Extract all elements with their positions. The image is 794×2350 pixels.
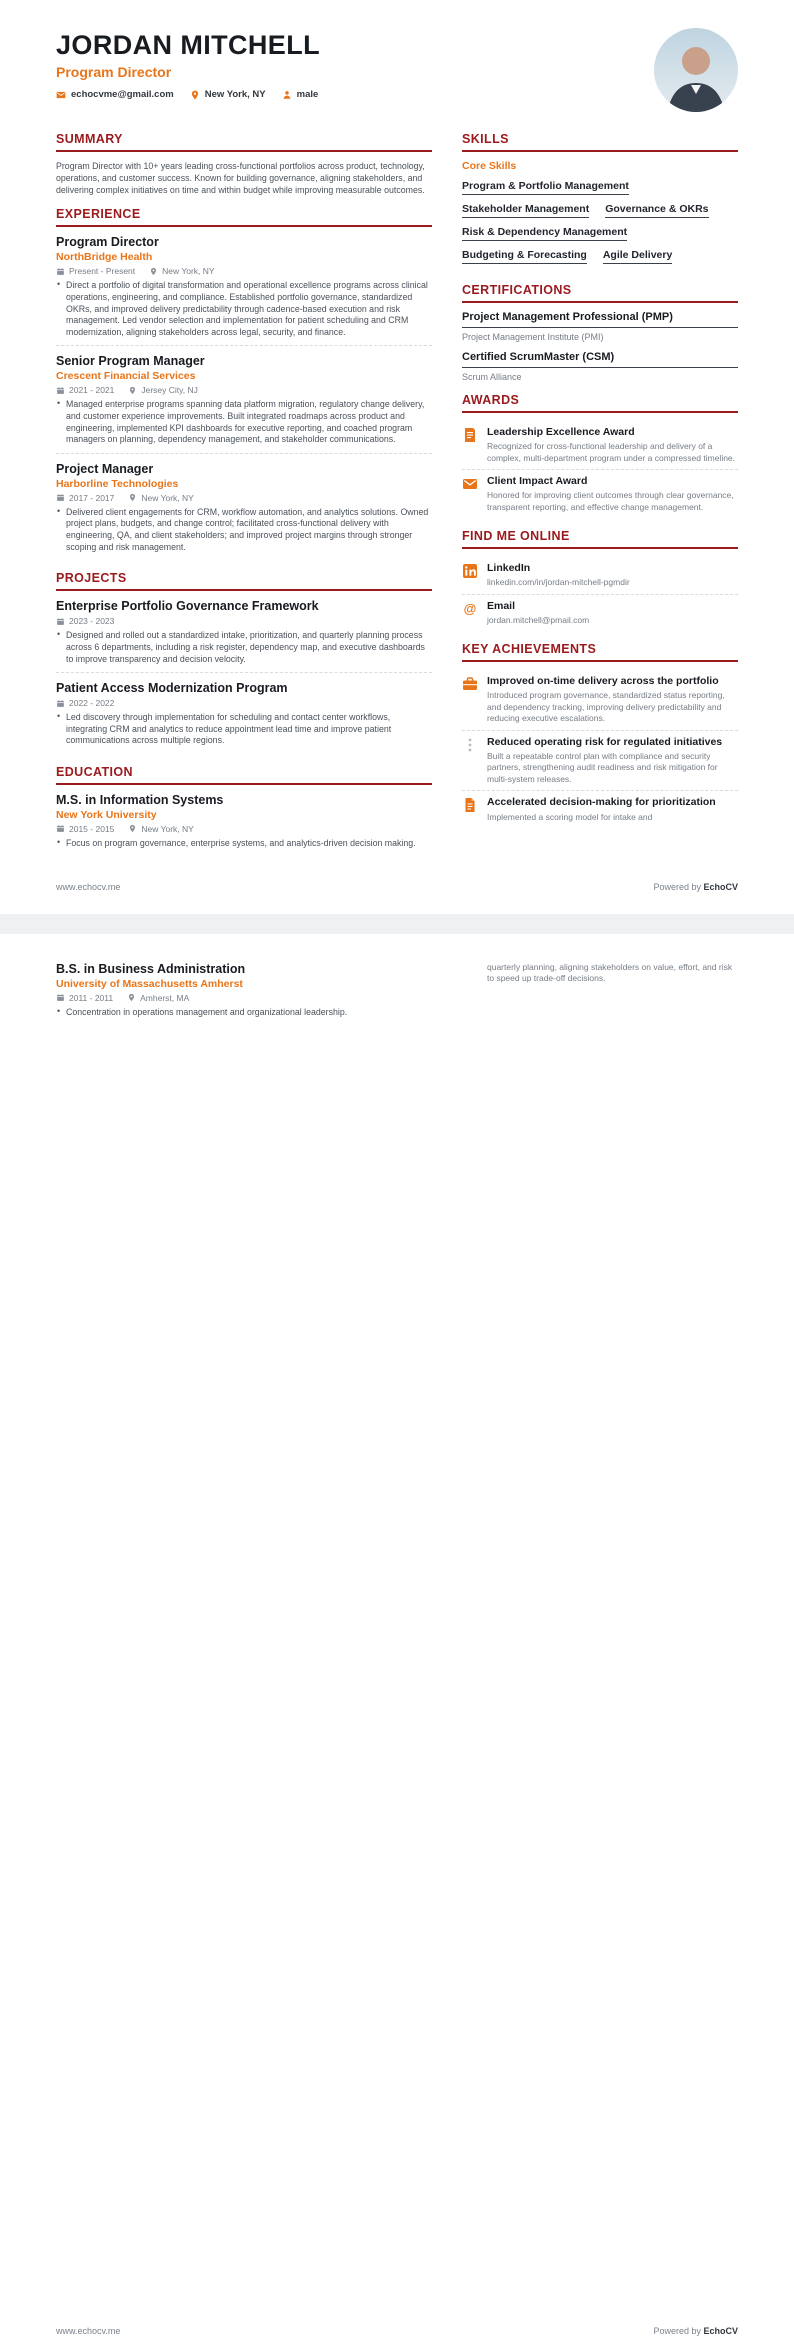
achievement-item (462, 670, 738, 730)
pin-icon (128, 824, 137, 833)
certifications-heading: CERTIFICATIONS (462, 283, 738, 303)
education-heading: EDUCATION (56, 765, 432, 785)
job-title: Project Manager (56, 461, 154, 476)
job-title: Program Director (56, 235, 159, 250)
education-location (128, 824, 193, 834)
pin-icon (149, 267, 158, 276)
page-footer (56, 2326, 738, 2336)
pin-icon (128, 493, 137, 502)
page1-columns (56, 132, 738, 868)
experience-entry (56, 453, 432, 560)
award-item (462, 421, 738, 469)
job-location-text: Jersey City, NJ (141, 385, 198, 396)
resume-header (56, 30, 738, 118)
achievement-title: Improved on-time delivery across the portfolio (487, 675, 719, 688)
summary-section (56, 132, 432, 196)
location-pin-icon (190, 90, 200, 100)
online-profile-body (487, 600, 589, 627)
profile-label: Email (487, 599, 516, 612)
footer-brand: EchoCV (703, 881, 738, 892)
award-description: Honored for improving client outcomes through clear governance, transparent reporting, and effective change management. (487, 490, 734, 512)
skill-tag: Governance & OKRs (605, 203, 708, 218)
job-company: Crescent Financial Services (56, 370, 196, 383)
page-footer (56, 882, 738, 892)
education-entry (56, 962, 432, 1026)
job-dates (56, 266, 135, 276)
job-company: NorthBridge Health (56, 251, 153, 264)
pin-icon (127, 993, 136, 1002)
award-item (462, 469, 738, 518)
project-dates-text: 2022 - 2022 (69, 698, 115, 709)
achievement-description: Implemented a scoring model for intake and (487, 811, 653, 822)
achievement-title: Reduced operating risk for regulated initiatives (487, 735, 723, 748)
ellipsis-icon (462, 737, 478, 753)
find-me-online-heading: FIND ME ONLINE (462, 529, 738, 549)
education-dates (56, 824, 114, 834)
project-bullet: • Designed and rolled out a standardized intake, prioritization, and quarterly planning process across 6 departments, including a risk register, dependency map, and executive dashboards to improve transparency and decision velocity. (56, 630, 432, 665)
award-body (487, 426, 738, 464)
linkedin-icon (462, 563, 478, 579)
skill-tag: Stakeholder Management (462, 203, 589, 218)
achievement-body (487, 796, 716, 823)
education-bullet: • Concentration in operations management and organizational leadership. (56, 1007, 432, 1019)
skill-tag: Risk & Dependency Management (462, 226, 627, 241)
education-dates-text: 2015 - 2015 (69, 823, 115, 834)
job-title: Senior Program Manager (56, 354, 205, 369)
experience-section (56, 207, 432, 560)
job-meta (56, 266, 432, 276)
education-meta (56, 824, 432, 834)
skills-group-label: Core Skills (462, 160, 517, 172)
achievement-item (462, 790, 738, 828)
certification-issuer: Project Management Institute (PMI) (462, 332, 604, 342)
school-name: New York University (56, 808, 157, 821)
left-column (56, 962, 432, 1026)
skill-tag: Program & Portfolio Management (462, 180, 629, 195)
job-meta (56, 385, 432, 395)
award-name: Client Impact Award (487, 475, 588, 488)
job-dates (56, 493, 114, 503)
contact-gender (282, 89, 319, 100)
award-body (487, 475, 738, 513)
contact-row (56, 89, 738, 100)
achievement-body (487, 675, 738, 725)
achievement-description: Built a repeatable control plan with compliance and security partners, strengthening audit readiness and risk mitigation for multi-system releases. (487, 750, 718, 784)
education-location-text: Amherst, MA (140, 992, 190, 1003)
key-achievements-heading: KEY ACHIEVEMENTS (462, 642, 738, 662)
key-achievements-section (462, 642, 738, 828)
skill-tag: Agile Delivery (603, 249, 672, 264)
job-bullet: • Direct a portfolio of digital transformation and operational excellence programs across clinical operations, engineering, and compliance. Established portfolio governance, standardized OKRs, and improved delivery predictability through cadence-based execution and risk management. Led vendor selection and implementation for patient scheduling and CRM modernization, aligning stakeholders across legal, security, and finance. (56, 280, 432, 338)
right-column (462, 132, 738, 839)
skills-list (462, 180, 738, 272)
job-dates-text: Present - Present (69, 266, 136, 277)
page-break (0, 914, 794, 934)
gender-icon (282, 90, 292, 100)
job-dates (56, 385, 114, 395)
projects-heading: PROJECTS (56, 571, 432, 591)
calendar-icon (56, 267, 65, 276)
footer-website-link[interactable]: www.echocv.me (56, 2325, 121, 2336)
skills-section (462, 132, 738, 272)
project-entry (56, 599, 432, 672)
calendar-icon (56, 699, 65, 708)
contact-email-text: echocvme@gmail.com (71, 89, 174, 100)
project-dates-text: 2023 - 2023 (69, 616, 115, 627)
skill-tag: Budgeting & Forecasting (462, 249, 587, 264)
job-location-text: New York, NY (141, 492, 194, 503)
job-dates-text: 2017 - 2017 (69, 492, 115, 503)
award-name: Leadership Excellence Award (487, 426, 635, 438)
degree-title: B.S. in Business Administration (56, 961, 246, 976)
pin-icon (128, 386, 137, 395)
certification-name: Project Management Professional (PMP) (462, 311, 738, 328)
resume-page-2 (0, 934, 794, 2350)
calendar-icon (56, 824, 65, 833)
experience-entry (56, 235, 432, 345)
achievement-title: Accelerated decision-making for prioritization (487, 796, 716, 809)
project-entry (56, 672, 432, 754)
footer-brand: EchoCV (703, 2325, 738, 2336)
document-icon (462, 797, 478, 813)
calendar-icon (56, 493, 65, 502)
online-profile-row (462, 557, 738, 594)
calendar-icon (56, 993, 65, 1002)
job-bullet: • Managed enterprise programs spanning data platform migration, regulatory change delivery, and customer experience improvements. Built integrated roadmaps across product and engineering, implemented KPI dashboards for executive reporting, and coached program managers on planning, dependency management, and stakeholder communications. (56, 399, 432, 445)
experience-entry (56, 345, 432, 452)
contact-location (190, 89, 266, 100)
certification-item (462, 351, 738, 382)
award-description: Recognized for cross-functional leadership and delivery of a complex, multi-department program under a compressed timeline. (487, 441, 736, 463)
education-entry (56, 793, 432, 857)
resume-page-1 (0, 0, 794, 914)
left-column (56, 132, 432, 868)
education-bullet: • Focus on program governance, enterprise systems, and analytics-driven decision making. (56, 838, 432, 850)
job-location-text: New York, NY (162, 266, 215, 277)
calendar-icon (56, 617, 65, 626)
certificate-icon (462, 427, 478, 443)
education-section (56, 765, 432, 857)
profile-photo-silhouette (654, 28, 738, 112)
job-dates-text: 2021 - 2021 (69, 385, 115, 396)
at-icon: @ (463, 600, 477, 616)
project-meta (56, 698, 432, 708)
education-meta (56, 993, 432, 1003)
profile-label: LinkedIn (487, 562, 531, 575)
job-location (128, 493, 193, 503)
summary-heading: SUMMARY (56, 132, 432, 152)
certification-issuer: Scrum Alliance (462, 372, 522, 382)
degree-title: M.S. in Information Systems (56, 792, 224, 807)
achievement-item (462, 730, 738, 791)
project-dates (56, 698, 114, 708)
profile-email[interactable]: jordan.mitchell@pmail.com (487, 614, 590, 625)
footer-website-link[interactable]: www.echocv.me (56, 881, 121, 892)
education-location (127, 993, 189, 1003)
achievement-continuation-text: quarterly planning, aligning stakeholders on value, effort, and risk to speed up trade-off decisions. (487, 961, 733, 984)
person-job-title: Program Director (56, 64, 172, 80)
online-profile-row (462, 594, 738, 632)
job-meta (56, 493, 432, 503)
envelope-icon (462, 476, 478, 492)
achievement-body (487, 736, 738, 786)
project-title: Enterprise Portfolio Governance Framework (56, 599, 319, 614)
online-profile-body (487, 562, 630, 589)
email-icon (56, 90, 66, 100)
awards-heading: AWARDS (462, 393, 738, 413)
achievement-description: Introduced program governance, standardized status reporting, and dependency tracking, improving delivery predictability and reducing executive escalations. (487, 690, 725, 724)
certification-item (462, 311, 738, 342)
person-name: JORDAN MITCHELL (56, 30, 320, 60)
job-bullet: • Delivered client engagements for CRM, workflow automation, and analytics solutions. Owned project plans, budgets, and change control; facilitated cross-functional delivery with engineering, QA, and client stakeholders; and improved project margins through stronger scoping and risk management. (56, 507, 432, 553)
awards-section (462, 393, 738, 518)
projects-section (56, 571, 432, 754)
job-company: Harborline Technologies (56, 477, 179, 490)
project-bullet: • Led discovery through implementation for scheduling and contact center workflows, integrating CRM and analytics to reduce appointment lead time and improve patient communications across multiple regions. (56, 712, 432, 747)
contact-gender-text: male (296, 89, 319, 100)
certifications-section (462, 283, 738, 382)
find-me-online-section (462, 529, 738, 631)
education-location-text: New York, NY (141, 823, 194, 834)
project-title: Patient Access Modernization Program (56, 681, 288, 696)
experience-heading: EXPERIENCE (56, 207, 432, 227)
project-meta (56, 616, 432, 626)
right-column (462, 962, 738, 985)
briefcase-icon (462, 676, 478, 692)
project-dates (56, 616, 114, 626)
summary-text: Program Director with 10+ years leading cross-functional portfolios across product, technology, operations, and customer success. Known for building governance, aligning stakeholders, and delivering complex initiatives on time and within budget while improving measurable outcomes. (56, 161, 425, 196)
page2-columns (56, 962, 738, 1026)
education-dates-text: 2011 - 2011 (69, 992, 114, 1003)
profile-photo (654, 28, 738, 112)
footer-powered-by: Powered by EchoCV (653, 2325, 738, 2336)
contact-location-text: New York, NY (204, 89, 266, 100)
contact-email[interactable] (56, 89, 174, 100)
education-dates (56, 993, 113, 1003)
job-location (128, 385, 198, 395)
skills-heading: SKILLS (462, 132, 738, 152)
footer-powered-by: Powered by EchoCV (653, 881, 738, 892)
job-location (149, 266, 214, 276)
calendar-icon (56, 386, 65, 395)
school-name: University of Massachusetts Amherst (56, 977, 243, 990)
certification-name: Certified ScrumMaster (CSM) (462, 351, 738, 368)
profile-url[interactable]: linkedin.com/in/jordan-mitchell-pgmdir (487, 577, 630, 588)
